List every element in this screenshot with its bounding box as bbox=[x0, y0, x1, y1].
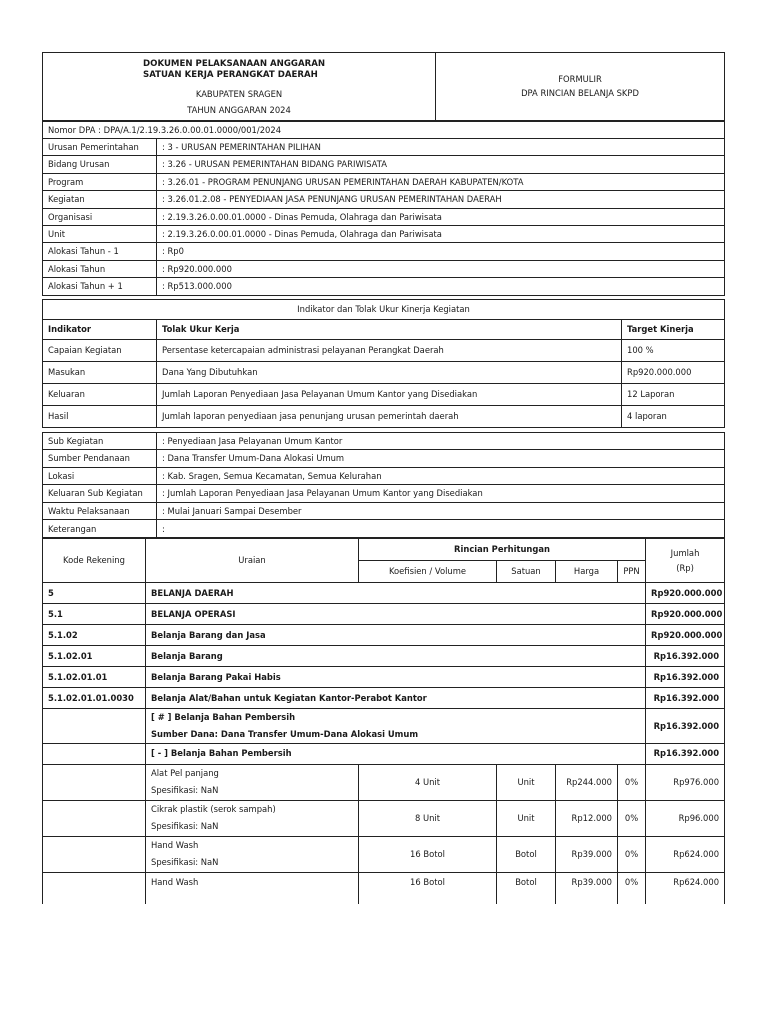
item-koefisien: 16 Botol bbox=[359, 872, 497, 904]
item-name: Cikrak plastik (serok sampah) bbox=[151, 804, 276, 815]
info-label: Program bbox=[43, 173, 157, 190]
indikator-target: 100 % bbox=[622, 339, 725, 361]
title-line-1: DOKUMEN PELAKSANAAN ANGGARAN bbox=[143, 58, 326, 69]
col-jumlah-unit: (Rp) bbox=[676, 563, 694, 574]
sub-info-value: : Mulai Januari Sampai Desember bbox=[157, 502, 725, 520]
item-description bbox=[146, 800, 359, 836]
indikator-name: Masukan bbox=[43, 361, 157, 383]
item-code-empty bbox=[43, 764, 146, 800]
item-amount: Rp96.000 bbox=[646, 800, 725, 836]
sub-kegiatan-table bbox=[42, 432, 725, 539]
rincian-table bbox=[42, 538, 725, 904]
info-value: : Rp920.000.000 bbox=[157, 260, 725, 277]
subgroup-title: [ - ] Belanja Bahan Pembersih bbox=[146, 743, 646, 764]
group-amount: Rp16.392.000 bbox=[646, 709, 725, 744]
item-ppn: 0% bbox=[618, 836, 646, 872]
account-name: BELANJA OPERASI bbox=[146, 604, 646, 625]
info-value: : 2.19.3.26.0.00.01.0000 - Dinas Pemuda, Olahraga dan Pariwisata bbox=[157, 225, 725, 242]
item-spec: Spesifikasi: NaN bbox=[151, 857, 219, 868]
account-code: 5.1.02 bbox=[43, 625, 146, 646]
item-amount: Rp976.000 bbox=[646, 764, 725, 800]
col-uraian: Uraian bbox=[146, 539, 359, 583]
group-code-empty bbox=[43, 709, 146, 744]
account-code: 5.1 bbox=[43, 604, 146, 625]
account-amount: Rp16.392.000 bbox=[646, 646, 725, 667]
col-koefisien: Koefisien / Volume bbox=[359, 561, 497, 583]
indikator-target: 4 laporan bbox=[622, 405, 725, 427]
year-text: TAHUN ANGGARAN 2024 bbox=[187, 104, 291, 115]
info-table bbox=[42, 121, 725, 296]
item-name: Alat Pel panjang bbox=[151, 768, 219, 779]
account-name: Belanja Alat/Bahan untuk Kegiatan Kantor-Perabot Kantor bbox=[146, 688, 646, 709]
item-spec: Spesifikasi: NaN bbox=[151, 785, 219, 796]
sub-info-label: Keterangan bbox=[43, 520, 157, 538]
item-koefisien: 4 Unit bbox=[359, 764, 497, 800]
col-rincian-perhitungan: Rincian Perhitungan bbox=[359, 539, 646, 561]
info-label: Alokasi Tahun + 1 bbox=[43, 278, 157, 295]
item-amount: Rp624.000 bbox=[646, 836, 725, 872]
sub-info-value: : Kab. Sragen, Semua Kecamatan, Semua Kelurahan bbox=[157, 467, 725, 485]
title-line-2: SATUAN KERJA PERANGKAT DAERAH bbox=[143, 70, 318, 80]
indikator-name: Hasil bbox=[43, 405, 157, 427]
form-box bbox=[436, 53, 725, 121]
sub-info-label: Lokasi bbox=[43, 467, 157, 485]
item-description bbox=[146, 836, 359, 872]
item-name: Hand Wash bbox=[151, 876, 199, 887]
col-harga: Harga bbox=[556, 561, 618, 583]
group-cell bbox=[146, 709, 646, 744]
indikator-tolak: Dana Yang Dibutuhkan bbox=[157, 361, 622, 383]
indikator-section-title: Indikator dan Tolak Ukur Kinerja Kegiatan bbox=[43, 299, 725, 319]
item-ppn: 0% bbox=[618, 872, 646, 904]
sub-info-value: : Jumlah Laporan Penyediaan Jasa Pelayanan Umum Kantor yang Disediakan bbox=[157, 485, 725, 503]
sub-info-label: Keluaran Sub Kegiatan bbox=[43, 485, 157, 503]
info-value: : Rp513.000.000 bbox=[157, 278, 725, 295]
item-koefisien: 8 Unit bbox=[359, 800, 497, 836]
info-value: : 3 - URUSAN PEMERINTAHAN PILIHAN bbox=[157, 139, 725, 156]
info-label: Unit bbox=[43, 225, 157, 242]
account-amount: Rp920.000.000 bbox=[646, 625, 725, 646]
region-text: KABUPATEN SRAGEN bbox=[195, 88, 283, 99]
item-harga: Rp12.000 bbox=[556, 800, 618, 836]
indikator-name: Capaian Kegiatan bbox=[43, 339, 157, 361]
sub-info-value: : Penyediaan Jasa Pelayanan Umum Kantor bbox=[157, 432, 725, 450]
col-satuan: Satuan bbox=[497, 561, 556, 583]
item-description bbox=[146, 872, 359, 904]
sub-info-label: Sumber Pendanaan bbox=[43, 450, 157, 468]
info-value: : 3.26 - URUSAN PEMERINTAHAN BIDANG PARIWISATA bbox=[157, 156, 725, 173]
item-ppn: 0% bbox=[618, 764, 646, 800]
info-label: Bidang Urusan bbox=[43, 156, 157, 173]
account-amount: Rp16.392.000 bbox=[646, 688, 725, 709]
account-code: 5 bbox=[43, 583, 146, 604]
account-amount: Rp16.392.000 bbox=[646, 667, 725, 688]
item-koefisien: 16 Botol bbox=[359, 836, 497, 872]
info-value: : 2.19.3.26.0.00.01.0000 - Dinas Pemuda, Olahraga dan Pariwisata bbox=[157, 208, 725, 225]
info-label: Alokasi Tahun - 1 bbox=[43, 243, 157, 260]
item-harga: Rp244.000 bbox=[556, 764, 618, 800]
form-name: DPA RINCIAN BELANJA SKPD bbox=[521, 88, 639, 99]
item-spec: Spesifikasi: NaN bbox=[151, 821, 219, 832]
account-amount: Rp920.000.000 bbox=[646, 604, 725, 625]
indikator-target: Rp920.000.000 bbox=[622, 361, 725, 383]
subgroup-amount: Rp16.392.000 bbox=[646, 743, 725, 764]
nomor-dpa: Nomor DPA : DPA/A.1/2.19.3.26.0.00.01.0000/001/2024 bbox=[43, 122, 725, 139]
indikator-tolak: Jumlah laporan penyediaan jasa penunjang urusan pemerintah daerah bbox=[157, 405, 622, 427]
col-jumlah bbox=[646, 539, 725, 583]
col-target: Target Kinerja bbox=[622, 319, 725, 339]
item-description bbox=[146, 764, 359, 800]
col-kode-rekening: Kode Rekening bbox=[43, 539, 146, 583]
account-amount: Rp920.000.000 bbox=[646, 583, 725, 604]
item-code-empty bbox=[43, 800, 146, 836]
item-code-empty bbox=[43, 836, 146, 872]
col-indikator: Indikator bbox=[43, 319, 157, 339]
subgroup-code-empty bbox=[43, 743, 146, 764]
sub-info-value: : bbox=[157, 520, 725, 538]
indikator-target: 12 Laporan bbox=[622, 383, 725, 405]
item-satuan: Botol bbox=[497, 836, 556, 872]
dpa-document bbox=[42, 52, 724, 904]
info-label: Urusan Pemerintahan bbox=[43, 139, 157, 156]
sub-info-value: : Dana Transfer Umum-Dana Alokasi Umum bbox=[157, 450, 725, 468]
account-code: 5.1.02.01.01.0030 bbox=[43, 688, 146, 709]
item-name: Hand Wash bbox=[151, 840, 199, 851]
item-ppn: 0% bbox=[618, 800, 646, 836]
indikator-name: Keluaran bbox=[43, 383, 157, 405]
indikator-tolak: Jumlah Laporan Penyediaan Jasa Pelayanan Umum Kantor yang Disediakan bbox=[157, 383, 622, 405]
info-value: : Rp0 bbox=[157, 243, 725, 260]
account-code: 5.1.02.01 bbox=[43, 646, 146, 667]
info-label: Kegiatan bbox=[43, 191, 157, 208]
document-title bbox=[43, 53, 436, 85]
item-code-empty bbox=[43, 872, 146, 904]
item-harga: Rp39.000 bbox=[556, 872, 618, 904]
account-name: Belanja Barang bbox=[146, 646, 646, 667]
indikator-table bbox=[42, 299, 725, 428]
col-tolak-ukur: Tolak Ukur Kerja bbox=[157, 319, 622, 339]
item-harga: Rp39.000 bbox=[556, 836, 618, 872]
document-header bbox=[42, 52, 725, 121]
group-title: [ # ] Belanja Bahan Pembersih bbox=[151, 712, 296, 723]
region-year bbox=[43, 84, 436, 121]
account-name: Belanja Barang dan Jasa bbox=[146, 625, 646, 646]
form-label: FORMULIR bbox=[558, 74, 602, 85]
item-satuan: Unit bbox=[497, 764, 556, 800]
account-name: BELANJA DAERAH bbox=[146, 583, 646, 604]
info-value: : 3.26.01 - PROGRAM PENUNJANG URUSAN PEMERINTAHAN DAERAH KABUPATEN/KOTA bbox=[157, 173, 725, 190]
item-amount: Rp624.000 bbox=[646, 872, 725, 904]
item-satuan: Botol bbox=[497, 872, 556, 904]
account-name: Belanja Barang Pakai Habis bbox=[146, 667, 646, 688]
item-satuan: Unit bbox=[497, 800, 556, 836]
info-label: Alokasi Tahun bbox=[43, 260, 157, 277]
sub-info-label: Waktu Pelaksanaan bbox=[43, 502, 157, 520]
sub-info-label: Sub Kegiatan bbox=[43, 432, 157, 450]
info-label: Organisasi bbox=[43, 208, 157, 225]
group-source: Sumber Dana: Dana Transfer Umum-Dana Alokasi Umum bbox=[151, 728, 419, 739]
account-code: 5.1.02.01.01 bbox=[43, 667, 146, 688]
info-value: : 3.26.01.2.08 - PENYEDIAAN JASA PENUNJANG URUSAN PEMERINTAHAN DAERAH bbox=[157, 191, 725, 208]
indikator-tolak: Persentase ketercapaian administrasi pelayanan Perangkat Daerah bbox=[157, 339, 622, 361]
col-jumlah-label: Jumlah bbox=[670, 548, 700, 559]
col-ppn: PPN bbox=[618, 561, 646, 583]
